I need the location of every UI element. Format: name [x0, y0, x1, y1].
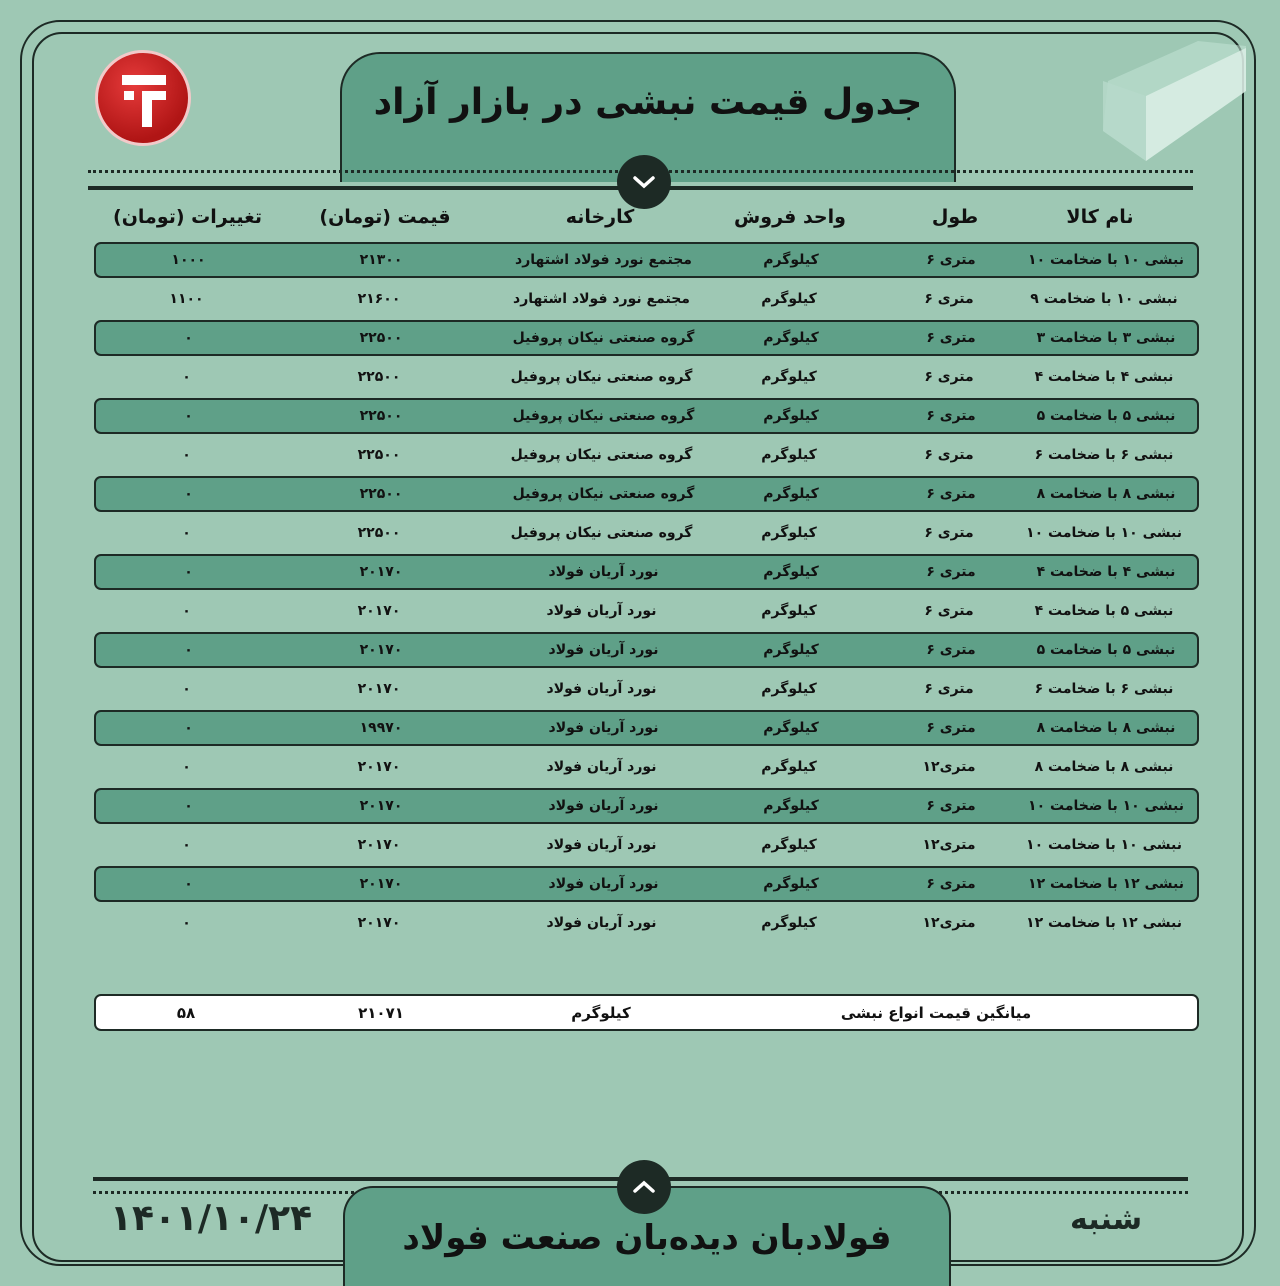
row-price: ۲۲۵۰۰ [357, 369, 401, 385]
table-row [94, 437, 1199, 473]
table-row [94, 866, 1199, 902]
row-unit: کیلوگرم [761, 291, 817, 307]
row-name: نبشی ۵ با ضخامت ۴ [1034, 603, 1174, 619]
row-price: ۲۲۵۰۰ [357, 525, 401, 541]
header-price: قیمت (تومان) [319, 206, 451, 228]
table-row [94, 320, 1199, 356]
row-change: ۰ [182, 681, 191, 697]
row-length: متری ۶ [926, 486, 976, 502]
table-row [94, 788, 1199, 824]
row-length: متری ۶ [924, 525, 974, 541]
row-length: متری ۶ [924, 603, 974, 619]
row-length: متری۱۲ [922, 915, 976, 931]
row-factory: گروه صنعتی نیکان پروفیل [512, 486, 695, 502]
row-change: ۰ [184, 564, 193, 580]
row-unit: کیلوگرم [763, 486, 819, 502]
row-length: متری ۶ [926, 330, 976, 346]
row-length: متری ۶ [924, 447, 974, 463]
table-row [94, 515, 1199, 551]
row-change: ۰ [182, 447, 191, 463]
row-length: متری ۶ [924, 369, 974, 385]
row-length: متری ۶ [926, 642, 976, 658]
row-length: متری ۶ [926, 252, 976, 268]
row-unit: کیلوگرم [761, 447, 817, 463]
row-length: متری ۶ [926, 876, 976, 892]
row-unit: کیلوگرم [763, 252, 819, 268]
row-unit: کیلوگرم [761, 915, 817, 931]
row-change: ۰ [182, 759, 191, 775]
row-name: نبشی ۱۰ با ضخامت ۱۰ [1026, 525, 1182, 541]
row-factory: نورد آریان فولاد [546, 681, 657, 697]
footer-brand: فولادبان دیده‌بان صنعت فولاد [402, 1218, 892, 1258]
table-row [94, 710, 1199, 746]
row-change: ۰ [184, 798, 193, 814]
row-change: ۱۱۰۰ [169, 291, 204, 307]
table-row [94, 554, 1199, 590]
row-name: نبشی ۱۲ با ضخامت ۱۲ [1028, 876, 1184, 892]
row-factory: نورد آریان فولاد [546, 759, 657, 775]
row-unit: کیلوگرم [763, 564, 819, 580]
row-price: ۱۹۹۷۰ [359, 720, 403, 736]
average-label: میانگین قیمت انواع نبشی [840, 1003, 1032, 1022]
row-name: نبشی ۱۰ با ضخامت ۱۰ [1026, 837, 1182, 853]
row-change: ۰ [182, 915, 191, 931]
row-price: ۲۰۱۷۰ [359, 564, 403, 580]
row-factory: نورد آریان فولاد [548, 876, 659, 892]
table-row [94, 242, 1199, 278]
footer-date: ۱۴۰۱/۱۰/۲۴ [110, 1198, 313, 1239]
row-factory: نورد آریان فولاد [546, 603, 657, 619]
row-change: ۰ [182, 837, 191, 853]
row-unit: کیلوگرم [763, 330, 819, 346]
row-price: ۲۱۳۰۰ [359, 252, 403, 268]
row-change: ۰ [182, 603, 191, 619]
row-factory: نورد آریان فولاد [548, 564, 659, 580]
row-name: نبشی ۸ با ضخامت ۸ [1036, 486, 1176, 502]
row-name: نبشی ۱۰ با ضخامت ۱۰ [1028, 252, 1184, 268]
row-price: ۲۰۱۷۰ [357, 759, 401, 775]
row-change: ۰ [184, 642, 193, 658]
table-row [94, 398, 1199, 434]
header-factory: کارخانه [565, 206, 635, 228]
row-unit: کیلوگرم [761, 837, 817, 853]
row-price: ۲۰۱۷۰ [357, 603, 401, 619]
row-price: ۲۲۵۰۰ [359, 330, 403, 346]
table-row [94, 359, 1199, 395]
row-length: متری ۶ [926, 408, 976, 424]
row-length: متری ۶ [926, 798, 976, 814]
chevron-down-icon[interactable] [617, 155, 671, 209]
row-change: ۰ [184, 876, 193, 892]
row-change: ۰ [182, 525, 191, 541]
row-factory: مجتمع نورد فولاد اشتهارد [513, 291, 690, 307]
row-unit: کیلوگرم [763, 408, 819, 424]
row-unit: کیلوگرم [763, 876, 819, 892]
row-length: متری ۶ [924, 681, 974, 697]
row-name: نبشی ۴ با ضخامت ۴ [1036, 564, 1176, 580]
row-change: ۱۰۰۰ [171, 252, 206, 268]
row-factory: گروه صنعتی نیکان پروفیل [510, 525, 693, 541]
row-unit: کیلوگرم [761, 603, 817, 619]
table-row [94, 476, 1199, 512]
row-name: نبشی ۴ با ضخامت ۴ [1034, 369, 1174, 385]
chevron-up-icon[interactable] [617, 1160, 671, 1214]
row-name: نبشی ۱۰ با ضخامت ۹ [1030, 291, 1178, 307]
row-change: ۰ [184, 330, 193, 346]
row-name: نبشی ۵ با ضخامت ۵ [1036, 408, 1176, 424]
row-factory: نورد آریان فولاد [546, 837, 657, 853]
row-change: ۰ [184, 408, 193, 424]
page-title: جدول قیمت نبشی در بازار آزاد [373, 82, 923, 123]
row-length: متری ۶ [924, 291, 974, 307]
row-unit: کیلوگرم [761, 759, 817, 775]
row-factory: مجتمع نورد فولاد اشتهارد [515, 252, 692, 268]
row-length: متری۱۲ [922, 837, 976, 853]
row-unit: کیلوگرم [761, 369, 817, 385]
row-name: نبشی ۱۰ با ضخامت ۱۰ [1028, 798, 1184, 814]
average-price: ۲۱۰۷۱ [358, 1003, 404, 1022]
row-factory: نورد آریان فولاد [548, 720, 659, 736]
row-name: نبشی ۶ با ضخامت ۶ [1034, 447, 1174, 463]
row-factory: نورد آریان فولاد [546, 915, 657, 931]
row-length: متری ۶ [926, 564, 976, 580]
row-unit: کیلوگرم [763, 720, 819, 736]
header-length: طول [931, 206, 979, 228]
steel-angle-icon [1098, 36, 1248, 166]
row-price: ۲۰۱۷۰ [359, 798, 403, 814]
table-row [94, 671, 1199, 707]
average-row [94, 994, 1199, 1031]
row-unit: کیلوگرم [761, 681, 817, 697]
table-row [94, 632, 1199, 668]
row-price: ۲۱۶۰۰ [357, 291, 401, 307]
row-name: نبشی ۱۲ با ضخامت ۱۲ [1026, 915, 1182, 931]
row-factory: گروه صنعتی نیکان پروفیل [512, 408, 695, 424]
row-factory: نورد آریان فولاد [548, 798, 659, 814]
header-change: تغییرات (تومان) [113, 206, 262, 228]
row-unit: کیلوگرم [761, 525, 817, 541]
row-name: نبشی ۳ با ضخامت ۳ [1036, 330, 1176, 346]
row-name: نبشی ۶ با ضخامت ۶ [1034, 681, 1174, 697]
row-change: ۰ [182, 369, 191, 385]
row-unit: کیلوگرم [763, 642, 819, 658]
row-change: ۰ [184, 720, 193, 736]
row-price: ۲۰۱۷۰ [357, 837, 401, 853]
row-name: نبشی ۸ با ضخامت ۸ [1034, 759, 1174, 775]
row-price: ۲۰۱۷۰ [357, 915, 401, 931]
row-name: نبشی ۸ با ضخامت ۸ [1036, 720, 1176, 736]
header-unit: واحد فروش [734, 206, 846, 228]
table-row [94, 905, 1199, 941]
brand-logo-icon [95, 50, 191, 146]
row-length: متری۱۲ [922, 759, 976, 775]
row-price: ۲۲۵۰۰ [359, 486, 403, 502]
row-price: ۲۲۵۰۰ [359, 408, 403, 424]
row-name: نبشی ۵ با ضخامت ۵ [1036, 642, 1176, 658]
table-row [94, 749, 1199, 785]
row-factory: گروه صنعتی نیکان پروفیل [510, 369, 693, 385]
row-factory: گروه صنعتی نیکان پروفیل [510, 447, 693, 463]
average-change: ۵۸ [176, 1003, 196, 1022]
row-factory: نورد آریان فولاد [548, 642, 659, 658]
header-name: نام کالا [1066, 206, 1134, 228]
row-factory: گروه صنعتی نیکان پروفیل [512, 330, 695, 346]
row-price: ۲۰۱۷۰ [359, 642, 403, 658]
average-unit: کیلوگرم [571, 1003, 631, 1022]
footer-day: شنبه [1070, 1202, 1143, 1237]
row-price: ۲۰۱۷۰ [357, 681, 401, 697]
table-row [94, 827, 1199, 863]
row-change: ۰ [184, 486, 193, 502]
row-price: ۲۲۵۰۰ [357, 447, 401, 463]
table-row [94, 593, 1199, 629]
row-length: متری ۶ [926, 720, 976, 736]
row-price: ۲۰۱۷۰ [359, 876, 403, 892]
row-unit: کیلوگرم [763, 798, 819, 814]
table-row [94, 281, 1199, 317]
